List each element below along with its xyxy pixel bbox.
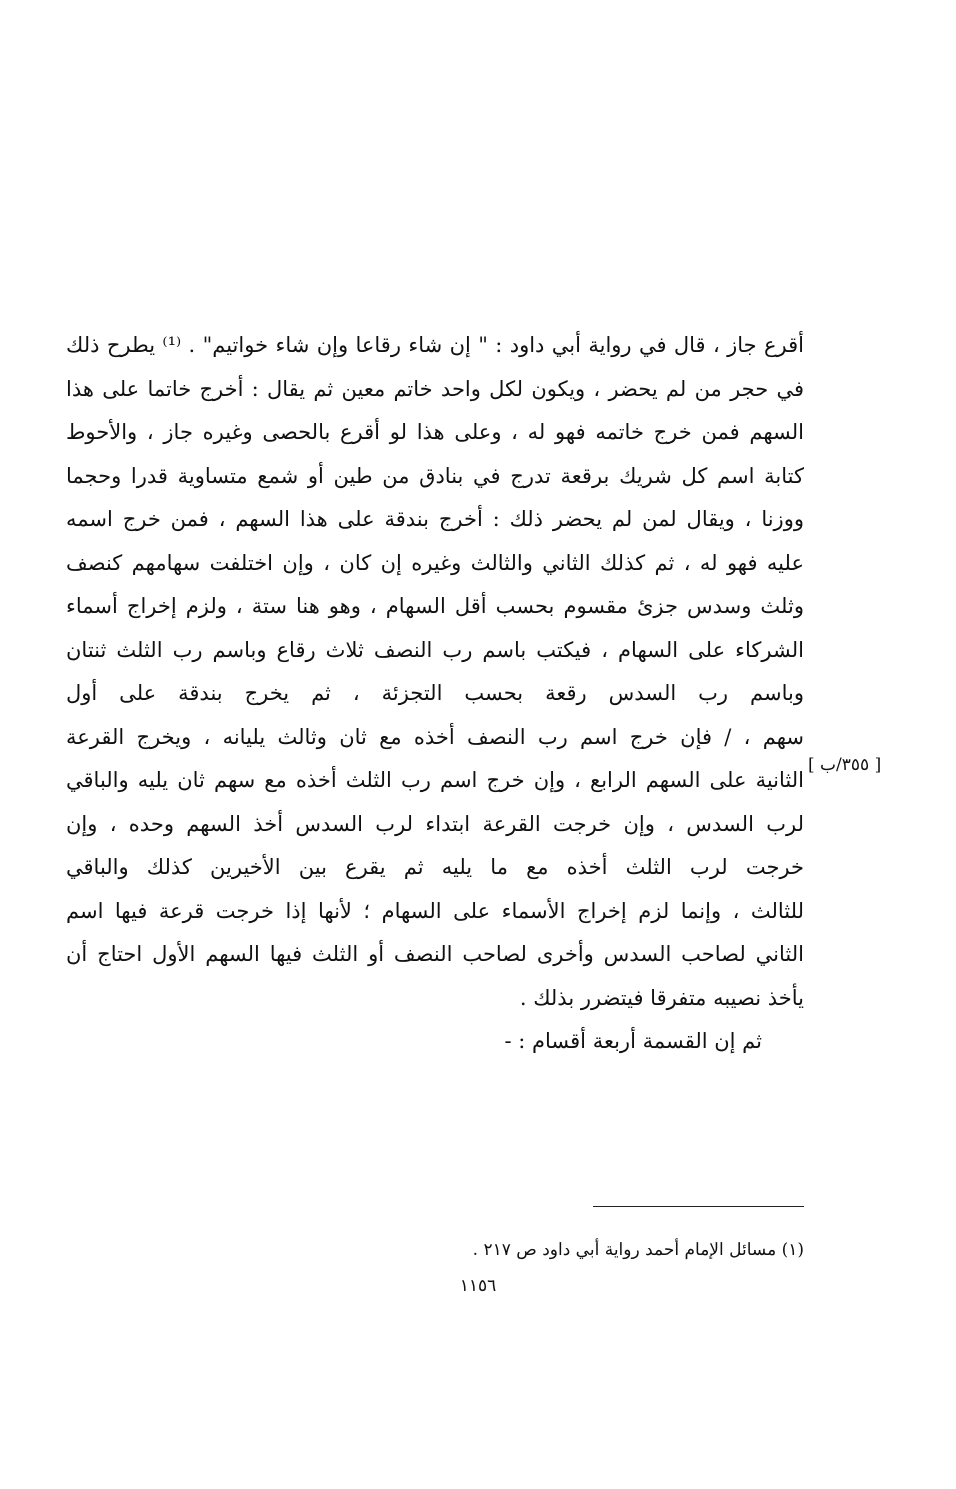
text-line: خرجت لرب الثلث أخذه مع ما يليه ثم يقرع بين الأخيرين كذلك والباقي	[66, 855, 804, 879]
page-number: ١١٥٦	[459, 1276, 497, 1296]
text-line: السهم فمن خرج خاتمه فهو له ، وعلى هذا لو أقرع بالحصى وغيره جاز ، والأحوط	[66, 420, 804, 444]
text-line: الشركاء على السهام ، فيكتب باسم رب النصف ثلاث رقاع وباسم رب الثلث ثنتان	[66, 637, 804, 662]
text-line: وباسم رب السدس رقعة بحسب التجزئة ، ثم يخرج بندقة على أول	[66, 681, 804, 705]
manuscript-folio-marker: [ ٣٥٥/ب ]	[808, 755, 882, 775]
text-line: ووزنا ، ويقال لمن لم يحضر ذلك : أخرج بندقة على هذا السهم ، فمن خرج اسمه	[66, 507, 804, 531]
text-line: لرب السدس ، وإن خرجت القرعة ابتداء لرب السدس أخذ السهم وحده ، وإن	[66, 811, 804, 836]
footnote: (١) مسائل الإمام أحمد رواية أبي داود ص ٢١٧ .	[472, 1240, 804, 1260]
text-line: في حجر من لم يحضر ، ويكون لكل واحد خاتم معين ثم يقال : أخرج خاتما على هذا	[66, 376, 804, 401]
text-line: سهم ، / فإن خرج اسم رب النصف أخذه مع ثان وثالث يليانه ، ويخرج القرعة	[66, 724, 804, 749]
text-line: كتابة اسم كل شريك برقعة تدرج في بنادق من طين أو شمع متساوية قدرا وحجما	[66, 463, 804, 488]
section-intro-line: ثم إن القسمة أربعة أقسام : -	[504, 1029, 762, 1053]
text-line-paragraph-end: يأخذ نصيبه متفرقا فيتضرر بذلك .	[519, 985, 804, 1010]
text-line: الثاني لصاحب السدس وأخرى لصاحب النصف أو الثلث فيها السهم الأول احتاج أن	[66, 942, 804, 966]
footnote-divider	[593, 1206, 804, 1207]
main-text-block	[66, 324, 804, 1064]
text-line: عليه فهو له ، ثم كذلك الثاني والثالث وغيره إن كان ، وإن اختلفت سهامهم كنصف	[66, 550, 804, 575]
text-line: وثلث وسدس جزئ مقسوم بحسب أقل السهام ، وهو هنا ستة ، ولزم إخراج أسماء	[66, 594, 804, 618]
text-line: الثانية على السهم الرابع ، وإن خرج اسم رب الثلث أخذه مع سهم ثان يليه والباقي	[66, 768, 804, 792]
text-line: للثالث ، وإنما لزم إخراج الأسماء على السهام ؛ لأنها إذا خرجت قرعة فيها اسم	[66, 898, 804, 923]
text-line: أقرع جاز ، قال في رواية أبي داود : " إن شاء رقاعا وإن شاء خواتيم" . ⁽¹⁾ يطرح ذلك	[66, 333, 804, 357]
